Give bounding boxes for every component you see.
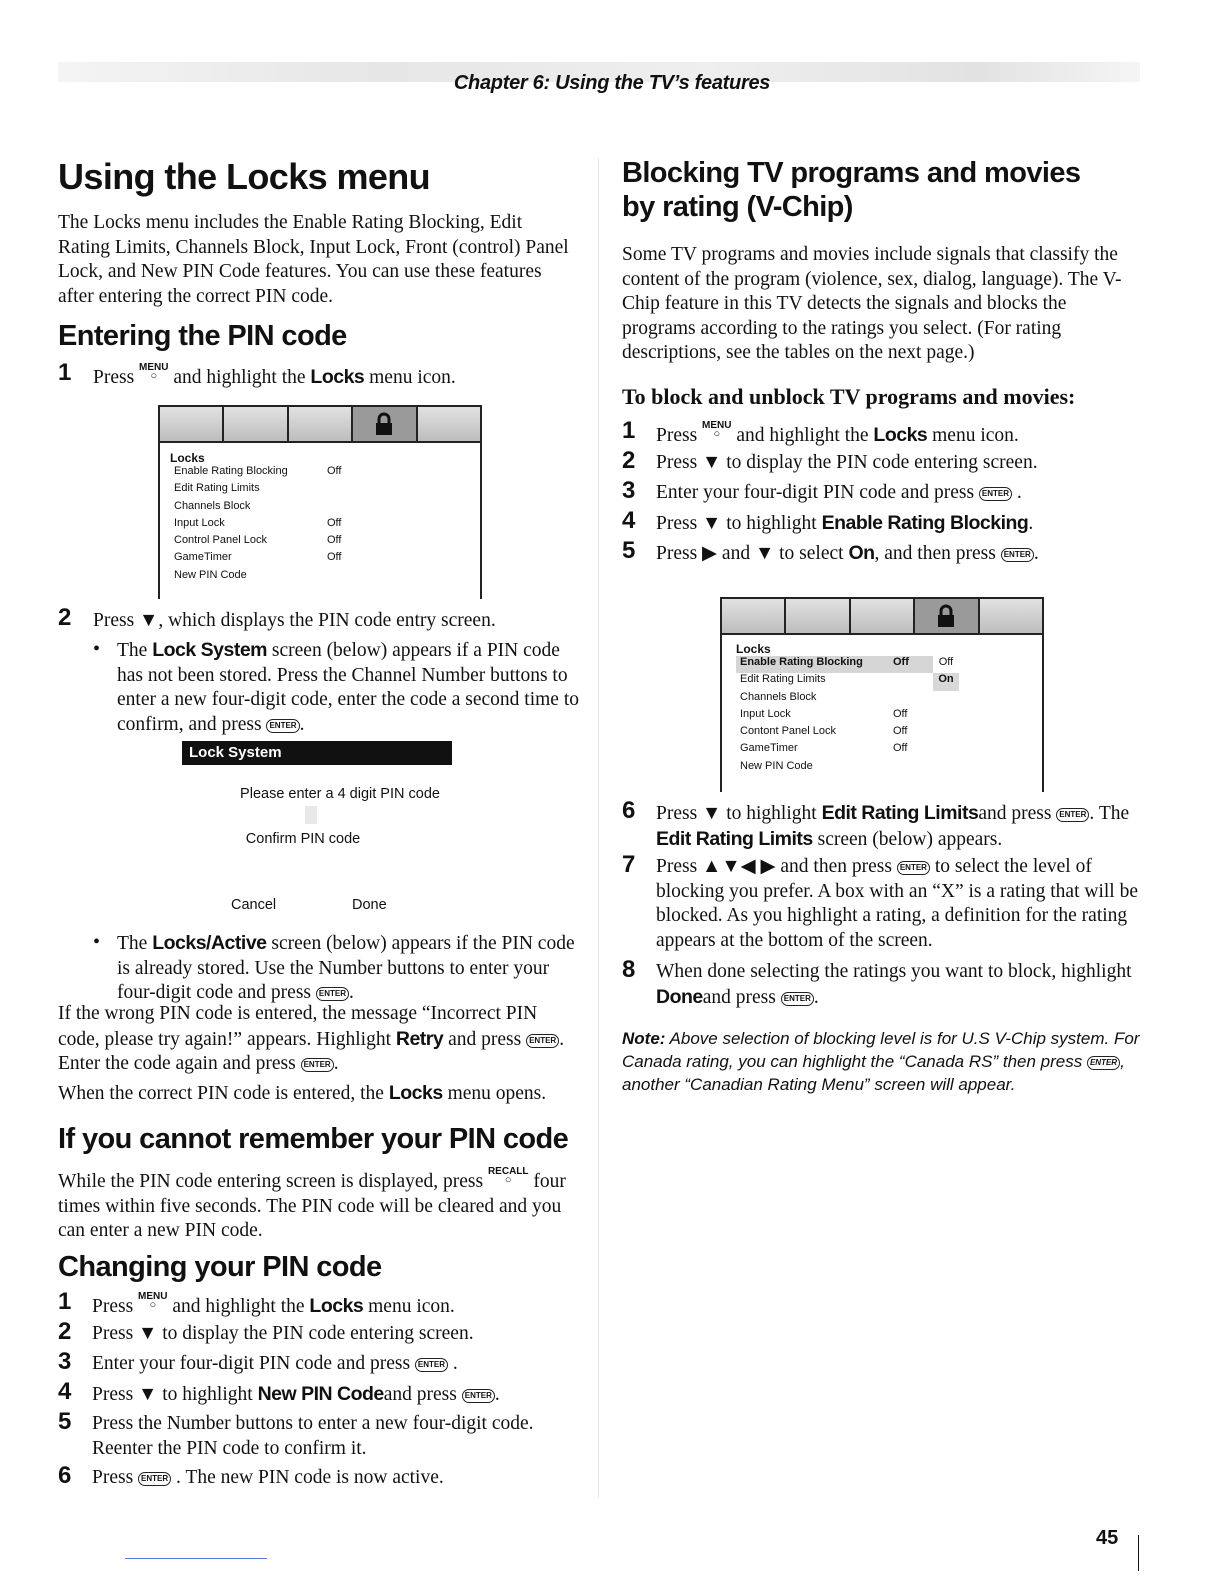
step-number: 2	[58, 604, 72, 631]
menu-rows	[736, 656, 1042, 777]
menu-row-label: Control Panel Lock	[174, 534, 267, 547]
menu-row-label: GameTimer	[174, 551, 232, 564]
tab-setup-icon	[289, 407, 353, 441]
section-heading-forgot-pin: If you cannot remember your PIN code	[58, 1123, 569, 1155]
step-number: 3	[58, 1348, 72, 1375]
menu-row-value: Off	[893, 707, 908, 720]
menu-row-value: Off	[893, 725, 908, 738]
step-text: Press ▼ to display the PIN code entering screen.	[656, 452, 1038, 473]
menu-row[interactable]	[170, 517, 480, 534]
step-number: 5	[622, 537, 636, 564]
enter-key-icon: ENTER	[1056, 808, 1089, 822]
menu-row-value: Off	[893, 742, 908, 755]
step-number: 3	[622, 477, 636, 504]
bullet: •	[93, 638, 101, 660]
tab-audio-icon	[786, 599, 850, 633]
tab-setup-icon	[851, 599, 915, 633]
lock-system-title-bar: Lock System	[182, 741, 452, 765]
subheading: To block and unblock TV programs and movies:	[622, 384, 1076, 409]
step-text: Press MENU ○ and highlight the Locks menu icon.	[92, 1291, 455, 1317]
step-text: Press the Number buttons to enter a new four-digit code. Reenter the PIN code to confirm it.	[92, 1413, 534, 1459]
section-heading-changing-pin: Changing your PIN code	[58, 1251, 382, 1283]
pin-prompt: Please enter a 4 digit PIN code	[240, 786, 440, 802]
step-text: Press ▼ to highlight New PIN Codeand press ENTER .	[92, 1383, 500, 1405]
done-button[interactable]: Done	[352, 897, 387, 913]
step-number: 6	[622, 797, 636, 824]
enter-key-icon: ENTER	[415, 1358, 448, 1372]
enter-key-icon: ENTER	[781, 992, 814, 1006]
step-text: Press ▼ to highlight Edit Rating Limitsand press ENTER . The Edit Rating Limits screen (below) appears.	[656, 802, 1130, 850]
step-number: 7	[622, 851, 636, 878]
pin-step-2: Press ▼, which displays the PIN code entry screen.	[93, 610, 496, 631]
menu-row-label: Input Lock	[174, 516, 225, 529]
menu-key-icon: MENU ○	[138, 1291, 168, 1311]
enter-key-icon: ENTER	[1087, 1056, 1120, 1070]
step-text: Enter your four-digit PIN code and press ENTER .	[92, 1353, 458, 1374]
wrong-pin-paragraph: If the wrong PIN code is entered, the message “Incorrect PIN code, please try again!” appears. Highlight Retry and press ENTER . Enter the code again and press ENTER .	[58, 1003, 565, 1074]
pin-input-field[interactable]	[305, 806, 317, 824]
menu-row-value	[893, 673, 933, 690]
menu-row[interactable]	[170, 465, 480, 482]
enter-key-icon: ENTER	[979, 487, 1012, 501]
tab-applications-icon	[418, 407, 480, 441]
menu-row-label: GameTimer	[740, 742, 798, 755]
step-number: 1	[58, 1288, 72, 1315]
forgot-pin-paragraph: While the PIN code entering screen is displayed, press RECALL ○ four times within five seconds. The PIN code will be cleared and you can enter a new PIN code.	[58, 1166, 566, 1241]
menu-title: Locks	[170, 451, 205, 465]
step-text: Press ▼ to highlight Enable Rating Blocking.	[656, 512, 1034, 534]
menu-row-value	[893, 760, 933, 777]
vchip-intro: Some TV programs and movies include signals that classify the content of the program (violence, sex, dialog, language). The V-Chip feature in this TV detects the signals and blocks the programs according to the ratings you select. (For rating descriptions, see the tables on the next page.)	[622, 244, 1122, 363]
menu-key-icon: MENU ○	[139, 362, 169, 382]
menu-row-label: Edit Rating Limits	[740, 673, 826, 686]
menu-tab-bar	[722, 599, 1042, 635]
cancel-button[interactable]: Cancel	[231, 897, 277, 913]
menu-row[interactable]	[736, 742, 1042, 759]
page-number-rule	[1138, 1535, 1139, 1571]
menu-row-value	[327, 482, 367, 499]
menu-key-icon: MENU ○	[702, 420, 732, 440]
menu-row-label: Channels Block	[740, 690, 817, 703]
menu-row[interactable]	[736, 656, 1042, 673]
step-number: 8	[622, 956, 636, 983]
step-number: 1	[622, 417, 636, 444]
menu-title: Locks	[736, 642, 771, 656]
menu-row-label: Enable Rating Blocking	[736, 656, 893, 673]
lock-icon	[915, 599, 979, 633]
menu-row[interactable]	[170, 551, 480, 568]
bullet: •	[93, 931, 101, 953]
menu-row-value: Off	[327, 465, 342, 477]
menu-option[interactable]: Off	[938, 656, 954, 668]
step-number: 6	[58, 1462, 72, 1489]
footer-rule	[125, 1558, 267, 1559]
pin-step-1: Press MENU ○ and highlight the Locks menu icon.	[93, 362, 456, 388]
step-text: Press ▲▼◀ ▶ and then press ENTER to select the level of blocking you prefer. A box with an “X” is a rating that will be blocked. As you highlight a rating, a definition for the rating appears at the bottom of the screen.	[656, 856, 1138, 951]
menu-row[interactable]	[736, 760, 1042, 777]
column-divider	[598, 158, 599, 1498]
enter-key-icon: ENTER	[138, 1472, 171, 1486]
lock-icon	[353, 407, 417, 441]
enter-key-icon: ENTER	[266, 719, 299, 733]
menu-row[interactable]	[736, 708, 1042, 725]
step-text: Press ENTER . The new PIN code is now active.	[92, 1467, 444, 1488]
tab-applications-icon	[980, 599, 1042, 633]
menu-row-label: Channels Block	[174, 499, 251, 512]
bullet-lock-system: The Lock System screen (below) appears if a PIN code has not been stored. Press the Channel Number buttons to enter a new four-digit code, enter the code a second time to confirm, and press ENTER .	[117, 639, 580, 735]
locks-menu-screen	[158, 405, 482, 599]
enter-key-icon: ENTER	[301, 1058, 334, 1072]
section-heading-entering-pin: Entering the PIN code	[58, 320, 347, 352]
menu-row-value: Off	[327, 516, 342, 529]
menu-row[interactable]	[736, 691, 1042, 708]
menu-row-label: Enable Rating Blocking	[174, 465, 288, 477]
correct-pin-paragraph: When the correct PIN code is entered, the Locks menu opens.	[58, 1082, 547, 1104]
menu-row-label: Contont Panel Lock	[740, 725, 837, 738]
step-text: Press ▼ to display the PIN code entering screen.	[92, 1323, 474, 1344]
intro-paragraph: The Locks menu includes the Enable Rating Blocking, Edit Rating Limits, Channels Block, Input Lock, Front (control) Panel Lock, and New PIN Code features. You can use these features after entering the correct PIN code.	[58, 212, 569, 307]
menu-tab-bar	[160, 407, 480, 443]
page-number: 45	[1096, 1527, 1119, 1549]
enter-key-icon: ENTER	[462, 1389, 495, 1403]
menu-row[interactable]	[170, 482, 480, 499]
menu-rows	[170, 465, 480, 586]
step-number: 5	[58, 1408, 72, 1435]
step-number: 4	[58, 1378, 72, 1405]
menu-row-value	[327, 500, 367, 517]
menu-row[interactable]	[736, 673, 1042, 690]
step-number: 4	[622, 507, 636, 534]
confirm-pin-label: Confirm PIN code	[245, 831, 361, 847]
menu-row-value: Off	[327, 534, 342, 547]
menu-row-label: New PIN Code	[740, 759, 813, 772]
step-number: 2	[622, 447, 636, 474]
menu-row-label: New PIN Code	[174, 568, 247, 581]
enter-key-icon: ENTER	[526, 1034, 559, 1048]
step-text: Enter your four-digit PIN code and press ENTER .	[656, 482, 1022, 503]
right-title: Blocking TV programs and movies by rating (V-Chip)	[622, 157, 1081, 223]
menu-row[interactable]	[170, 569, 480, 586]
enter-key-icon: ENTER	[1001, 548, 1034, 562]
step-number: 1	[58, 359, 72, 386]
menu-row-value	[893, 691, 933, 708]
bullet-locks-active: The Locks/Active screen (below) appears if the PIN code is already stored. Use the Number buttons to enter your four-digit code and press ENTER .	[117, 932, 575, 1003]
menu-row[interactable]	[736, 725, 1042, 742]
enter-key-icon: ENTER	[897, 861, 930, 875]
menu-row-label: Input Lock	[740, 707, 791, 720]
tab-audio-icon	[224, 407, 288, 441]
menu-row[interactable]	[170, 500, 480, 517]
menu-row-label: Edit Rating Limits	[174, 482, 260, 495]
menu-row-value	[327, 569, 367, 586]
tab-picture-icon	[160, 407, 224, 441]
recall-key-icon: RECALL ○	[487, 1166, 529, 1186]
menu-option[interactable]: On	[933, 673, 959, 690]
locks-menu-screen-enabled	[720, 597, 1044, 792]
note: Note: Above selection of blocking level is for U.S V-Chip system. For Canada rating, you can highlight the “Canada RS” then press ENTER , another “Canadian Rating Menu” screen will appear.	[622, 1029, 1140, 1094]
step-text: Press MENU ○ and highlight the Locks menu icon.	[656, 420, 1019, 446]
tab-picture-icon	[722, 599, 786, 633]
menu-row-value: Off	[893, 656, 933, 673]
step-number: 2	[58, 1318, 72, 1345]
step-text: When done selecting the ratings you want to block, highlight Doneand press ENTER .	[656, 961, 1132, 1008]
menu-row-value: Off	[327, 551, 342, 564]
chapter-header: Chapter 6: Using the TV’s features	[453, 72, 771, 94]
menu-row[interactable]	[170, 534, 480, 551]
page-title: Using the Locks menu	[58, 156, 431, 197]
step-text: Press ▶ and ▼ to select On, and then press ENTER .	[656, 542, 1039, 564]
enter-key-icon: ENTER	[316, 987, 349, 1001]
